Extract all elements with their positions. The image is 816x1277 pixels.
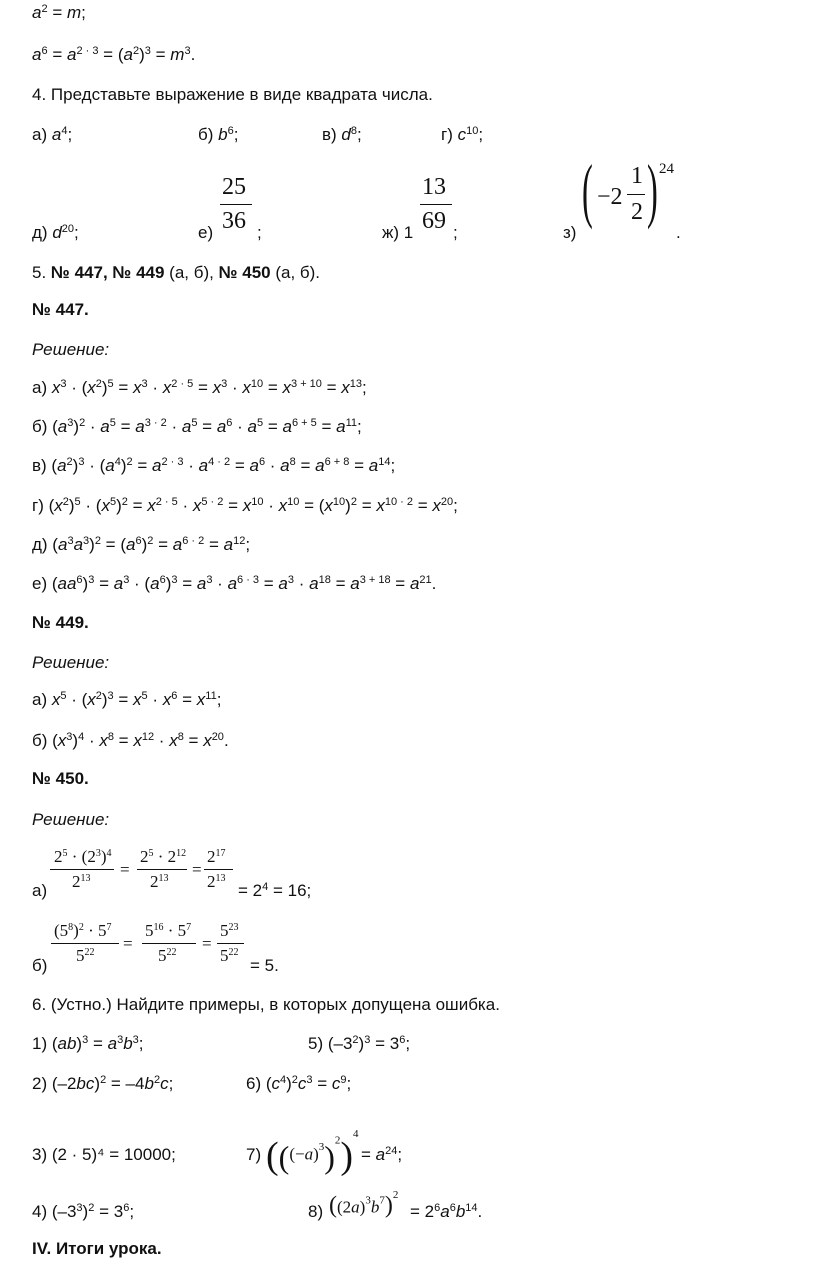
task-6-item-1: 1) $(ab)^3 = a^3b^3$;: [32, 1033, 144, 1053]
task-6-item-6: 6) $(c^4)^2c^3 = c^9$;: [246, 1073, 352, 1093]
solution-447-g: г) $(x^2)^5 \cdot (x^5)^2 = x^{2 \cdot 5} \cdot x^{5 \cdot 2} = x^{10} \cdot x^{10} = (x^{10})^2 = x^{10 \cdot 2} = x^{20}$;: [32, 495, 458, 515]
fraction-zh-denominator: 69: [422, 208, 446, 234]
task-4-item-z-label: з): [563, 223, 577, 242]
450a-den-2: $2^{13}$: [150, 872, 169, 891]
paren-open: (: [582, 150, 593, 230]
task-4-item-e-semicolon: ;: [257, 223, 262, 242]
fraction-e-numerator: 25: [222, 174, 246, 200]
fraction-z-bar: [627, 194, 645, 195]
450a-num-1: $2^5 \cdot (2^3)^4$: [54, 847, 112, 866]
solution-447-e: е) $(aa^6)^3 = a^3 \cdot (a^6)^3 = a^3 \cdot a^{6 \cdot 3} = a^3 \cdot a^{18} = a^{3 + 18} = a^{21}$.: [32, 573, 437, 593]
450b-den-3: $5^{22}$: [220, 946, 239, 965]
450a-eq-1: =: [120, 860, 130, 879]
fraction-z-numerator: 1: [631, 163, 643, 189]
solution-447-d: д) $(a^3a^3)^2 = (a^6)^2 = a^{6 \cdot 2} = a^{12}$;: [32, 534, 251, 554]
solution-447-v: в) $(a^2)^3 \cdot (a^4)^2 = a^{2 \cdot 3} \cdot a^{4 \cdot 2} = a^6 \cdot a^8 = a^{6 + 8} = a^{14}$;: [32, 455, 396, 475]
solution-447-a: а) $x^3 \cdot (x^2)^5 = x^3 \cdot x^{2 \cdot 5} = x^3 \cdot x^{10} = x^{3 + 10} = x^{13}$;: [32, 377, 367, 397]
450a-result: = $2^4 = 16$;: [238, 880, 312, 900]
equation-line-2: $a^6 = a^{2 \cdot 3} = (a^2)^3 = m^3$.: [32, 44, 196, 64]
450b-bar-2: [142, 943, 196, 944]
fraction-zh-numerator: 13: [422, 174, 446, 200]
450b-eq-2: =: [202, 934, 212, 953]
450a-eq-2: =: [192, 860, 202, 879]
task-4-item-d: д) $d^{20}$;: [32, 222, 79, 242]
solution-447-b: б) $(a^3)^2 \cdot a^5 = a^{3 \cdot 2} \cdot a^5 = a^6 \cdot a^5 = a^{6 + 5} = a^{11}$;: [32, 416, 362, 436]
task-4-item-g: г) $c^{10}$;: [441, 124, 484, 144]
fraction-e-denominator: 36: [222, 208, 246, 234]
450b-num-3: $5^{23}$: [220, 921, 239, 940]
450a-bar-1: [50, 869, 114, 870]
solution-449-b: б) $(x^3)^4 \cdot x^8 = x^{12} \cdot x^8 = x^{20}$.: [32, 730, 229, 750]
heading-447: № 447.: [32, 300, 89, 319]
task-4-item-z-period: .: [676, 223, 681, 242]
solution-label-447: Решение:: [32, 340, 110, 359]
task-4-title: 4. Представьте выражение в виде квадрата числа.: [32, 85, 433, 104]
fraction-e-bar: [220, 204, 252, 205]
task-6-item-7-expr: $((^{(-a)3})^2)^4$: [266, 1128, 359, 1177]
fraction-z-integer: −2: [597, 184, 623, 210]
450b-bar-3: [217, 943, 244, 944]
task-6-item-2: 2) $(-2bc)^2 = -4b^2c$;: [32, 1073, 174, 1093]
450b-bar-1: [51, 943, 119, 944]
equation-line-1: $a^2 = m$;: [32, 2, 86, 22]
task-4-item-e-label: е): [198, 223, 214, 242]
task-6-item-5: 5) $(-3^2)^3 = 3^6$;: [308, 1033, 411, 1053]
450a-bar-2: [137, 869, 187, 870]
450b-eq-1: =: [123, 934, 133, 953]
solution-450-a-label: а): [32, 881, 48, 900]
450b-den-2: $5^{22}$: [158, 946, 177, 965]
450a-num-3: $2^{17}$: [207, 847, 226, 866]
fraction-z-denominator: 2: [631, 199, 643, 225]
450b-den-1: $5^{22}$: [76, 946, 95, 965]
task-5-title: 5. № 447, № 449 (а, б), № 450 (а, б).: [32, 263, 321, 282]
task-4-item-zh-label: ж) 1: [382, 223, 414, 242]
450a-num-2: $2^5 \cdot 2^{12}$: [140, 847, 187, 866]
450b-num-1: $(5^8)^2 \cdot 5^7$: [54, 921, 112, 940]
solution-449-a: а) $x^5 \cdot (x^2)^3 = x^5 \cdot x^6 = x^{11}$;: [32, 689, 222, 709]
task-6-item-3: 3) (2 · 5)⁴ = 10000;: [32, 1145, 176, 1164]
450a-den-1: $2^{13}$: [72, 872, 91, 891]
paren-close: ): [647, 150, 658, 230]
solution-450-b-label: б): [32, 956, 48, 975]
section-iv-heading: IV. Итоги урока.: [32, 1239, 162, 1258]
solution-label-449: Решение:: [32, 653, 110, 672]
450b-num-2: $5^{16} \cdot 5^7$: [145, 921, 192, 940]
fraction-z-exponent: 24: [659, 161, 674, 177]
task-6-item-8-label: 8): [308, 1202, 324, 1221]
450a-bar-3: [204, 869, 233, 870]
task-4-item-zh-semicolon: ;: [453, 223, 458, 242]
heading-450: № 450.: [32, 769, 89, 788]
task-6-item-8-result: = $2^6a^6b^{14}$.: [410, 1201, 483, 1221]
solution-label-450: Решение:: [32, 810, 110, 829]
task-4-item-a: а) $a^4$;: [32, 124, 73, 144]
task-6-title: 6. (Устно.) Найдите примеры, в которых допущена ошибка.: [32, 995, 500, 1014]
task-4-item-b: б) $b^6$;: [198, 124, 239, 144]
fraction-zh-bar: [420, 204, 452, 205]
450b-result: = 5.: [250, 956, 279, 975]
450a-den-3: $2^{13}$: [207, 872, 226, 891]
task-6-item-4: 4) $(-3^3)^2 = 3^6$;: [32, 1201, 135, 1221]
task-6-item-7-label: 7): [246, 1145, 262, 1164]
heading-449: № 449.: [32, 613, 89, 632]
task-4-item-v: в) $d^8$;: [322, 124, 362, 144]
task-6-item-7-result: = $a^{24}$;: [361, 1144, 403, 1164]
task-6-item-8-expr: $((2a)^3b^7)^2$: [329, 1189, 399, 1219]
